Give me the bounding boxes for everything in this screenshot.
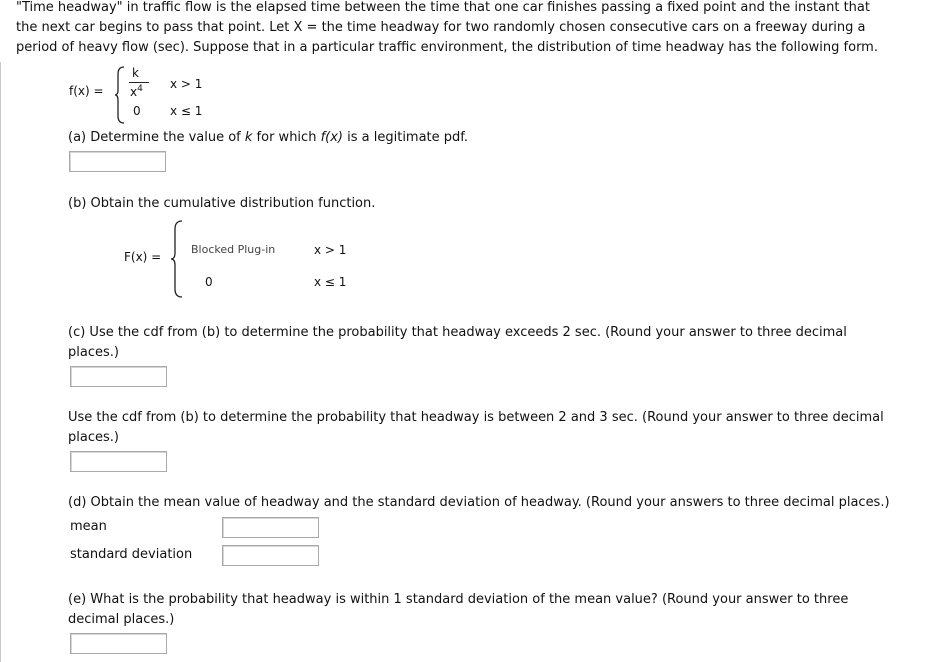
cdf-condition-2: x ≤ 1 xyxy=(314,275,347,289)
part-c-answer-input[interactable] xyxy=(70,366,167,387)
cdf-lhs: F(x) = xyxy=(124,250,162,264)
blocked-plugin-placeholder: Blocked Plug-in xyxy=(191,243,276,256)
intro-line-2: the next car begins to pass that point. Let X = the time headway for two randomly chosen consecutive cars on a freeway during a xyxy=(16,20,866,35)
pdf-brace-icon xyxy=(114,66,126,124)
pdf-condition-1: x > 1 xyxy=(170,77,203,91)
part-e-question-line-1: (e) What is the probability that headway is within 1 standard deviation of the mean value? (Round your answer to three xyxy=(68,592,849,607)
part-b-question: (b) Obtain the cumulative distribution function. xyxy=(68,196,376,211)
part-c2-answer-input[interactable] xyxy=(70,451,167,472)
part-c-question-line-1: (c) Use the cdf from (b) to determine the probability that headway exceeds 2 sec. (Round your answer to three decimal xyxy=(68,325,847,340)
standard-deviation-answer-input[interactable] xyxy=(222,545,319,566)
part-a-answer-input[interactable] xyxy=(69,151,166,172)
part-c-question-line-2: places.) xyxy=(68,345,119,360)
mean-label: mean xyxy=(70,519,107,534)
intro-line-3: period of heavy flow (sec). Suppose that in a particular traffic environment, the distribution of time headway has the following form. xyxy=(16,40,878,55)
cdf-brace-icon xyxy=(170,220,184,298)
part-c2-question-line-1: Use the cdf from (b) to determine the probability that headway is between 2 and 3 sec. (Round your answer to three decimal xyxy=(68,410,884,425)
mean-answer-input[interactable] xyxy=(222,517,319,538)
cdf-condition-1: x > 1 xyxy=(314,243,347,257)
pdf-condition-2: x ≤ 1 xyxy=(170,104,203,118)
part-e-answer-input[interactable] xyxy=(70,633,167,654)
pdf-numerator: k xyxy=(132,66,139,80)
part-e-question-line-2: decimal places.) xyxy=(68,612,175,627)
standard-deviation-label: standard deviation xyxy=(70,547,193,562)
part-d-question: (d) Obtain the mean value of headway and the standard deviation of headway. (Round your answers to three decimal places.) xyxy=(68,495,890,510)
left-border-rule xyxy=(0,62,1,662)
pdf-denominator: $x^4$ xyxy=(130,84,143,99)
intro-line-1: "Time headway" in traffic flow is the elapsed time between the time that one car finishes passing a fixed point and the instant that xyxy=(16,0,870,15)
pdf-fraction-bar xyxy=(129,82,149,83)
part-c2-question-line-2: places.) xyxy=(68,430,119,445)
cdf-zero: 0 xyxy=(205,275,213,289)
pdf-lhs: f(x) = xyxy=(69,84,104,98)
pdf-exponent: 4 xyxy=(137,84,143,94)
part-a-question: (a) Determine the value of k for which f(x) is a legitimate pdf. xyxy=(68,130,469,145)
pdf-zero: 0 xyxy=(133,104,141,118)
